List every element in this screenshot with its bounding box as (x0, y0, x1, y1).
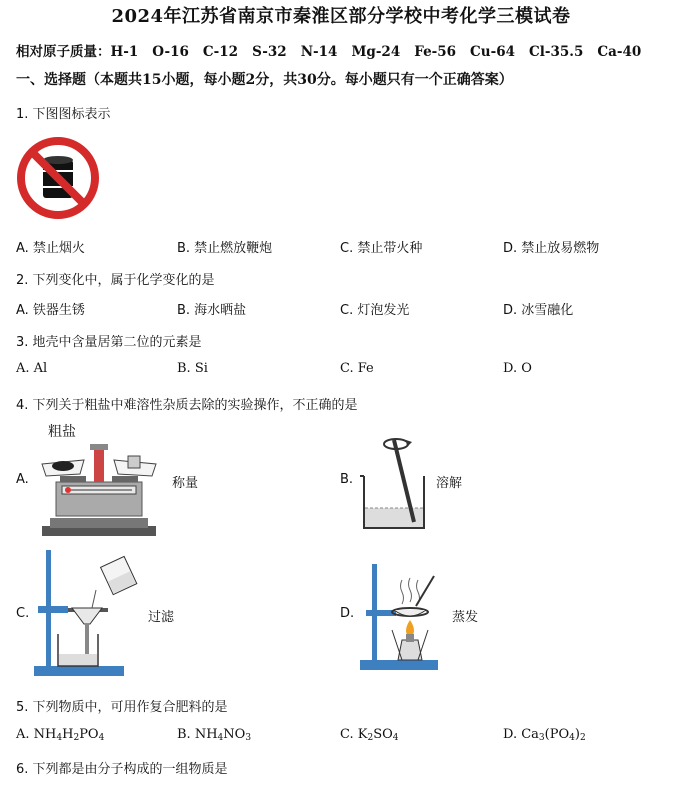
question-stem: 1. 下图图标表示 (16, 107, 111, 122)
beaker-stirring-icon (356, 422, 432, 534)
option: D. O (503, 361, 532, 376)
no-flammable-barrel-icon (14, 134, 102, 222)
option-caption: 蒸发 (452, 610, 479, 625)
atomic-mass: Cl-35.5 (529, 44, 584, 60)
option: C. Fe (340, 361, 374, 376)
atomic-mass: Fe-56 (414, 44, 457, 60)
question-stem: 5. 下列物质中，可用作复合肥料的是 (16, 700, 228, 715)
option-letter: A. (16, 472, 29, 487)
option: A. 铁器生锈 (16, 303, 85, 318)
atomic-mass: Ca-40 (597, 44, 642, 60)
atomic-masses-label: 相对原子质量： (16, 44, 111, 60)
option: B. 海水晒盐 (177, 303, 247, 318)
option: C. 灯泡发光 (340, 303, 410, 318)
evaporation-setup-icon (358, 560, 442, 672)
option: C. 禁止带火种 (340, 241, 423, 256)
atomic-mass: Mg-24 (351, 44, 401, 60)
atomic-mass: H-1 (110, 44, 139, 60)
atomic-masses (16, 40, 655, 60)
option-letter: B. (340, 472, 354, 487)
option: A. 禁止烟火 (16, 241, 85, 256)
atomic-mass: S-32 (252, 44, 287, 60)
option: D. $Ca_3(PO_4)_2$ (503, 727, 586, 743)
option: A. $NH_4H_2PO_4$ (16, 727, 105, 743)
page-title: 2024年江苏省南京市秦淮区部分学校中考化学三模试卷 (111, 6, 571, 27)
question-stem: 2. 下列变化中，属于化学变化的是 (16, 273, 215, 288)
atomic-mass: N-14 (300, 44, 338, 60)
atomic-mass: C-12 (202, 44, 239, 60)
option: C. $K_2SO_4$ (340, 727, 399, 743)
filtration-setup-icon (32, 546, 140, 678)
option: D. 冰雪融化 (503, 303, 574, 318)
option-caption: 过滤 (148, 610, 175, 625)
option-caption: 溶解 (436, 476, 463, 491)
question-stem: 6. 下列都是由分子构成的一组物质是 (16, 762, 228, 777)
atomic-mass: Cu-64 (470, 44, 515, 60)
section-heading: 一、选择题（本题共15小题，每小题2分，共30分。每小题只有一个正确答案） (16, 72, 513, 88)
balance-scale-icon (36, 440, 162, 540)
question-stem: 3. 地壳中含量居第二位的元素是 (16, 335, 202, 350)
option-caption: 称量 (172, 476, 199, 491)
option: B. Si (177, 361, 208, 376)
option: B. 禁止燃放鞭炮 (177, 241, 273, 256)
option: A. Al (16, 361, 48, 376)
question-stem: 4. 下列关于粗盐中难溶性杂质去除的实验操作，不正确的是 (16, 398, 358, 413)
coarse-salt-label: 粗盐 (48, 424, 76, 440)
atomic-mass: O-16 (152, 44, 189, 60)
option: D. 禁止放易燃物 (503, 241, 600, 256)
option: B. $NH_4NO_3$ (177, 727, 252, 743)
option-letter: D. (340, 606, 355, 621)
option-letter: C. (16, 606, 30, 621)
